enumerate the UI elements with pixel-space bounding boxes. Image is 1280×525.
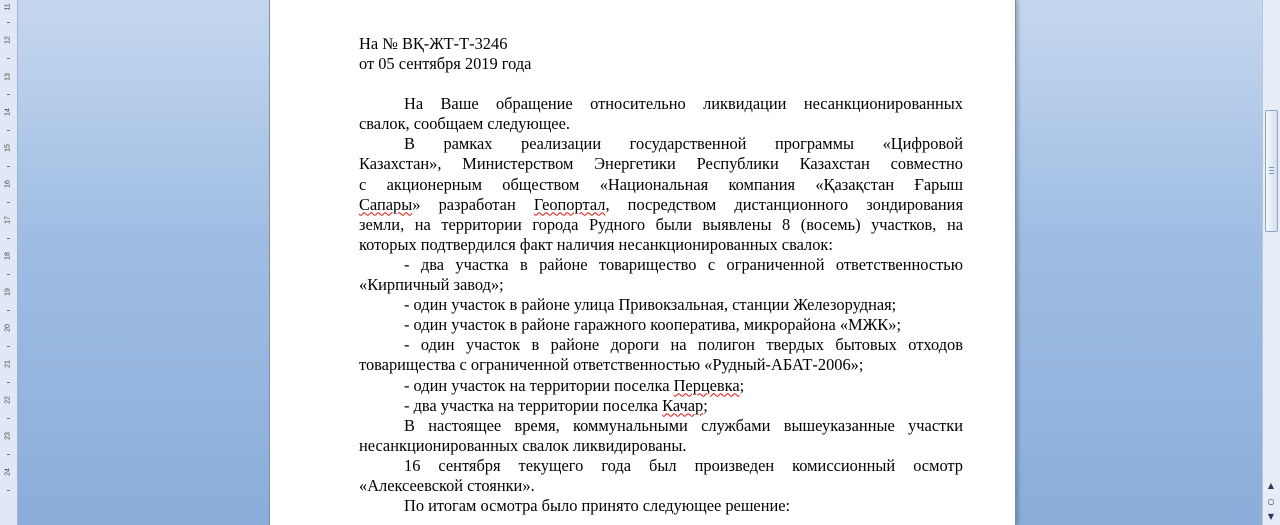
- ruler-label: 17: [4, 216, 12, 224]
- ruler-label: 19: [4, 288, 12, 296]
- paragraph-line: В настоящее время, коммунальными службами вышеуказанные участки: [404, 415, 963, 435]
- ruler-tick: [7, 382, 10, 383]
- ruler-label: 21: [4, 360, 12, 368]
- blank-line: [359, 74, 963, 94]
- spellcheck-word[interactable]: Сапары: [359, 194, 413, 214]
- ruler-tick: [7, 238, 10, 239]
- paragraph-line: с акционерным обществом «Национальная компания «Қазақстан Ғарыш: [359, 174, 963, 194]
- list-item: - один участок в районе дороги на полигон твердых бытовых отходов: [404, 335, 963, 355]
- ruler-tick: [7, 166, 10, 167]
- paragraph-line: Казахстан», Министерством Энергетики Республики Казахстан совместно: [359, 154, 963, 174]
- text-run: , посредством дистанционного зондирования: [605, 194, 963, 214]
- paragraph-line: 16 сентября текущего года был произведен комиссионный осмотр: [404, 455, 963, 475]
- ruler-label: 24: [4, 468, 12, 476]
- paragraph-line: На Ваше обращение относительно ликвидации несанкционированных: [404, 94, 963, 114]
- ruler-label: 14: [4, 108, 12, 116]
- ruler-tick: [7, 346, 10, 347]
- document-page[interactable]: [270, 0, 1015, 525]
- ruler-label: 15: [4, 144, 12, 152]
- list-item: [359, 376, 963, 396]
- ruler-tick: [7, 22, 10, 23]
- text-run: - один участок на территории поселка: [404, 375, 674, 395]
- ruler-label: 22: [4, 396, 12, 404]
- scrollbar-thumb[interactable]: [1265, 110, 1278, 232]
- ruler-label: 23: [4, 432, 12, 440]
- ruler-tick: [7, 58, 10, 59]
- thumb-grip: [1269, 170, 1274, 171]
- select-browse-object-button[interactable]: ○: [1267, 497, 1275, 506]
- document-body[interactable]: [359, 34, 963, 516]
- list-item: - один участок в районе улица Привокзальная, станции Железорудная;: [404, 295, 897, 315]
- ruler-label: 16: [4, 180, 12, 188]
- ruler-tick: [7, 94, 10, 95]
- paragraph-line: [359, 195, 963, 215]
- text-run: ;: [703, 395, 708, 415]
- spellcheck-word[interactable]: Геопортал: [533, 194, 606, 214]
- paragraph-line: По итогам осмотра было принято следующее решение:: [404, 496, 791, 516]
- ruler-tick: [7, 490, 10, 491]
- ruler-label: 20: [4, 324, 12, 332]
- ruler-tick: [7, 454, 10, 455]
- list-item: «Кирпичный завод»;: [359, 275, 504, 295]
- reference-number: На № ВҚ-ЖТ-Т-3246: [359, 34, 508, 53]
- vertical-ruler[interactable]: [0, 0, 18, 525]
- spellcheck-word[interactable]: Перцевка: [673, 375, 740, 395]
- text-run: - два участка на территории поселка: [404, 395, 663, 415]
- thumb-grip: [1269, 167, 1274, 168]
- vertical-scrollbar[interactable]: [1262, 0, 1280, 525]
- ruler-label: 18: [4, 252, 12, 260]
- paragraph-line: несанкционированных свалок ликвидированы.: [359, 435, 687, 455]
- paragraph-line: свалок, сообщаем следующее.: [359, 114, 570, 134]
- ruler-tick: [7, 310, 10, 311]
- list-item: [359, 396, 963, 416]
- ruler-tick: [7, 418, 10, 419]
- paragraph-line: В рамках реализации государственной программы «Цифровой: [404, 134, 963, 154]
- ruler-tick: [7, 202, 10, 203]
- ruler-label: 12: [4, 36, 12, 44]
- ruler-label: 13: [4, 73, 12, 81]
- ruler-label: 11: [4, 3, 12, 11]
- previous-page-button[interactable]: ▲: [1267, 481, 1275, 490]
- list-item: - один участок в районе гаражного кооператива, микрорайона «МЖК»;: [404, 315, 901, 335]
- list-item: товарищества с ограниченной ответственностью «Рудный-АБАТ-2006»;: [359, 355, 864, 375]
- spellcheck-word[interactable]: Качар: [662, 395, 704, 415]
- paragraph-line: «Алексеевской стоянки».: [359, 475, 535, 495]
- paragraph-line: земли, на территории города Рудного были выявлены 8 (восемь) участков, на: [359, 214, 963, 234]
- next-page-button[interactable]: ▼: [1267, 512, 1275, 521]
- text-run: ;: [739, 375, 745, 395]
- list-item: - два участка в районе товарищество с ограниченной ответственностью: [404, 254, 963, 274]
- thumb-grip: [1269, 173, 1274, 174]
- paragraph-line: которых подтвердился факт наличия несанкционированных свалок:: [359, 234, 833, 254]
- letter-date: от 05 сентября 2019 года: [359, 54, 532, 74]
- ruler-tick: [7, 274, 10, 275]
- ruler-tick: [7, 130, 10, 131]
- text-run: » разработан: [412, 194, 534, 214]
